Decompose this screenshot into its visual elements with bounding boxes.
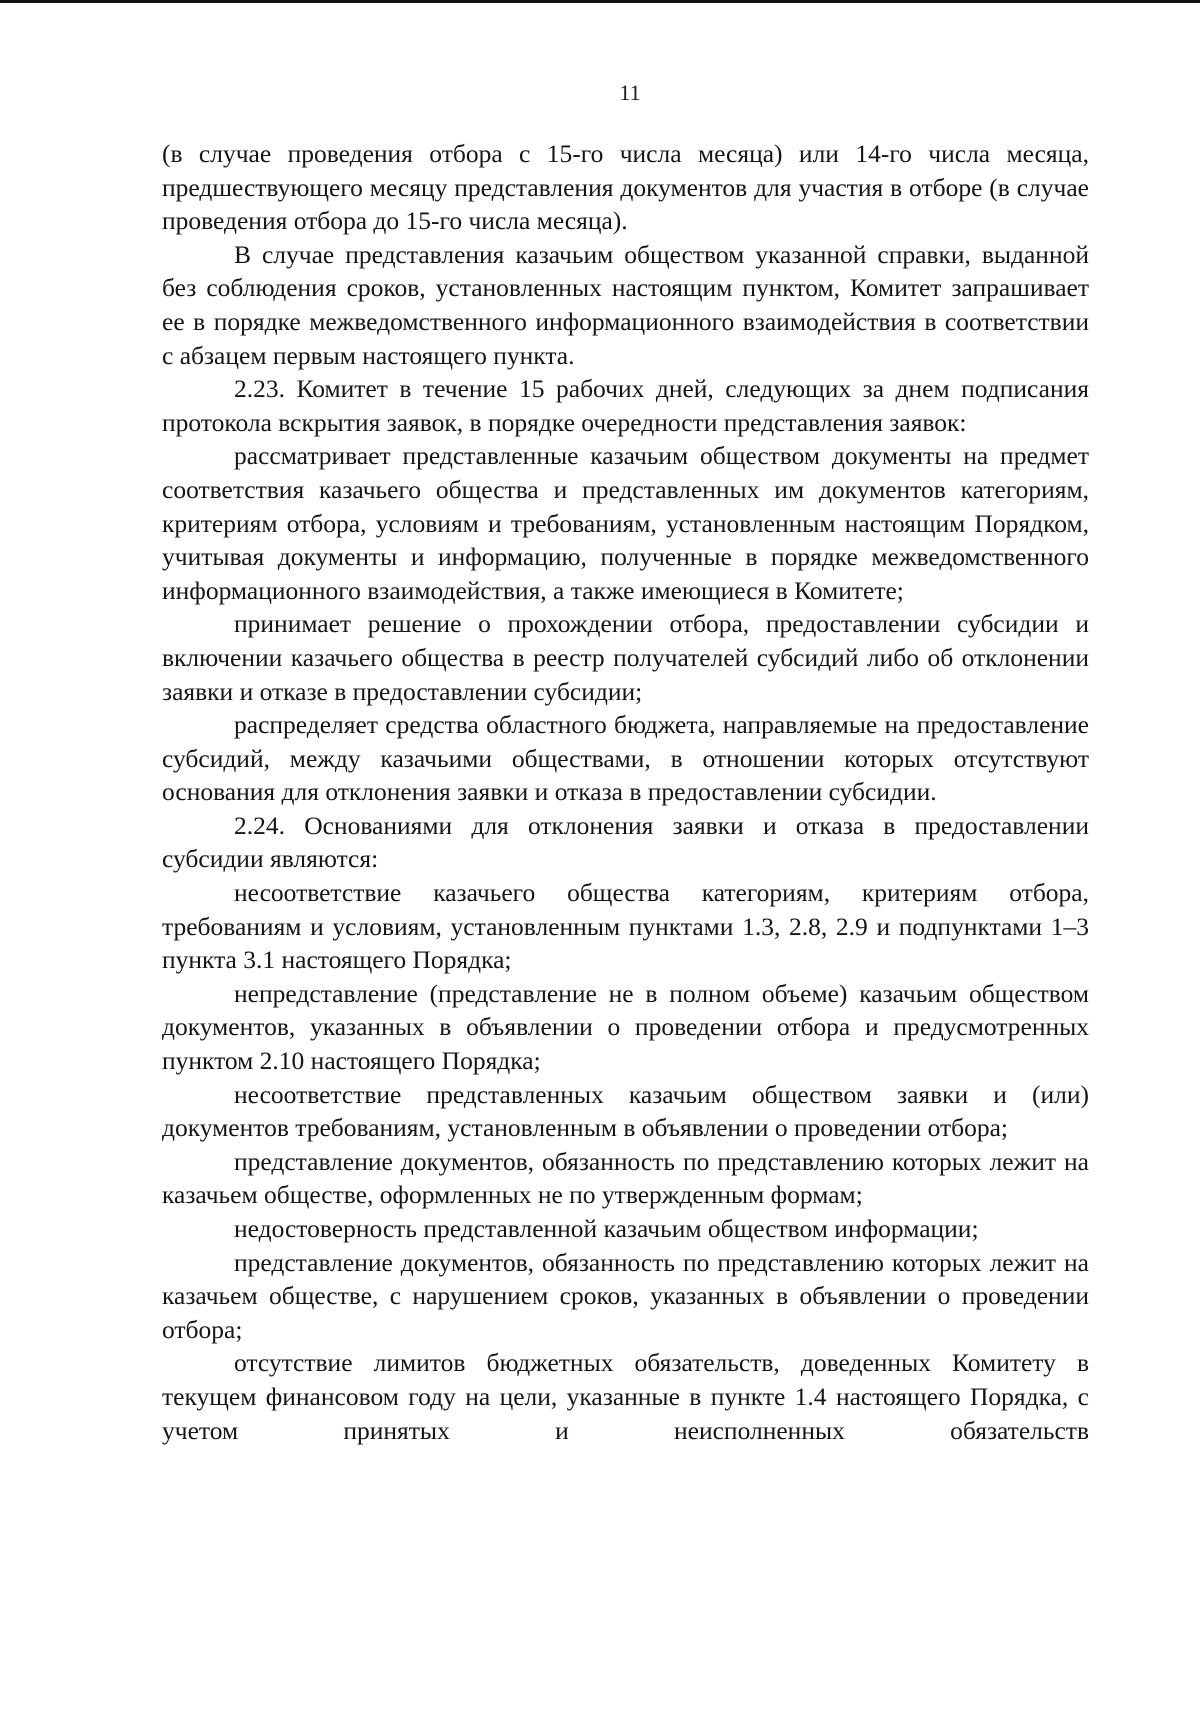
paragraph-clause-2-24: 2.24. Основаниями для отклонения заявки и отказа в предоставлении субсидии являются: — [162, 810, 1089, 874]
document-body — [162, 137, 1089, 1447]
page-top-border — [0, 0, 1200, 3]
paragraph-makes-decision: принимает решение о прохождении отбора, предоставлении субсидии и включении казачьего общества в реестр получателей субсидий либо об отклонении заявки и отказе в предоставлении субсидии; — [162, 609, 1089, 706]
paragraph-certificate-request: В случае представления казачьим обществом указанной справки, выданной без соблюдения сроков, установленных настоящим пунктом, Комитет запрашивает ее в порядке межведомственного информационного взаимодействия в соответствии с абзацем первым настоящего пункта. — [162, 239, 1089, 370]
paragraph-continuation: (в случае проведения отбора с 15-го числа месяца) или 14-го числа месяца, предшествующего месяцу представления документов для участия в отборе (в случае проведения отбора до 15-го числа месяца). — [162, 139, 1089, 236]
page-number: 11 — [619, 80, 641, 105]
paragraph-distributes-funds: распределяет средства областного бюджета, направляемые на предоставление субсидий, между казачьими обществами, в отношении которых отсутствуют основания для отклонения заявки и отказа в предоставлении субсидии. — [162, 710, 1089, 807]
paragraph-clause-2-23: 2.23. Комитет в течение 15 рабочих дней, следующих за днем подписания протокола вскрытия заявок, в порядке очередности представления заявок: — [162, 374, 1089, 437]
paragraph-ground-forms: представление документов, обязанность по представлению которых лежит на казачьем обществе, оформленных не по утвержденным формам; — [162, 1146, 1089, 1210]
paragraph-ground-budget-limits: отсутствие лимитов бюджетных обязательств, доведенных Комитету в текущем финансовом году на цели, указанные в пункте 1.4 настоящего Порядка, с учетом принятых и неисполненных обязательств — [162, 1348, 1089, 1445]
paragraph-reviews-documents: рассматривает представленные казачьим обществом документы на предмет соответствия казачьего общества и представленных им документов категориям, критериям отбора, условиям и требованиям, установленным настоящим Порядком, учитывая документы и информацию, полученные в порядке межведомственного информационного взаимодействия, а также имеющиеся в Комитете; — [162, 441, 1089, 605]
paragraph-ground-nonconformity: несоответствие казачьего общества категориям, критериям отбора, требованиям и условиям, установленным пунктами 1.3, 2.8, 2.9 и подпунктами 1–3 пункта 3.1 настоящего Порядка; — [162, 878, 1089, 975]
paragraph-ground-deadlines: представление документов, обязанность по представлению которых лежит на казачьем обществе, с нарушением сроков, указанных в объявлении о проведении отбора; — [162, 1247, 1089, 1344]
paragraph-ground-requirements: несоответствие представленных казачьим обществом заявки и (или) документов требованиям, установленным в объявлении о проведении отбора; — [162, 1079, 1089, 1143]
paragraph-ground-unreliable-info: недостоверность представленной казачьим обществом информации; — [234, 1214, 979, 1243]
paragraph-ground-nonsubmission: непредставление (представление не в полном объеме) казачьим обществом документов, указанных в объявлении о проведении отбора и предусмотренных пунктом 2.10 настоящего Порядка; — [162, 978, 1089, 1076]
